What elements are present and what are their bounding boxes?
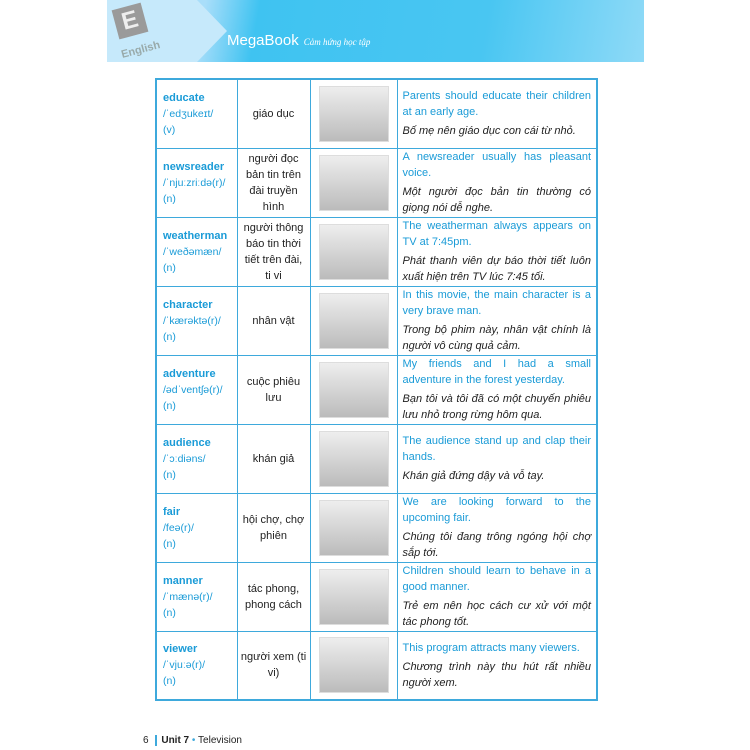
character-illustration-icon bbox=[319, 293, 389, 349]
example-english: A newsreader usually has pleasant voice. bbox=[402, 151, 591, 179]
newsreader-illustration-icon bbox=[319, 155, 389, 211]
part-of-speech: (n) bbox=[163, 675, 176, 688]
unit-topic: Television bbox=[198, 735, 242, 746]
audience-illustration-icon bbox=[319, 431, 389, 487]
example-cell bbox=[397, 79, 597, 148]
example-vietnamese: Trong bộ phim này, nhân vật chính là người vô cùng quả cảm. bbox=[402, 324, 591, 352]
vocab-word: audience bbox=[163, 436, 211, 449]
phonetic: /ˈweðəmæn/ bbox=[163, 245, 222, 258]
meaning: cuộc phiêu lưu bbox=[246, 375, 301, 404]
example-english: This program attracts many viewers. bbox=[402, 641, 580, 654]
meaning-cell bbox=[237, 424, 310, 493]
phonetic: /ˈmænə(r)/ bbox=[163, 590, 213, 603]
example-vietnamese: Chương trình này thu hút rất nhiều người xem. bbox=[402, 660, 591, 689]
example-cell bbox=[397, 424, 597, 493]
vocabulary-table bbox=[155, 78, 598, 701]
example-vietnamese: Bạn tôi và tôi đã có một chuyến phiêu lưu nhỏ trong rừng hôm qua. bbox=[402, 393, 591, 421]
word-cell bbox=[156, 631, 237, 700]
meaning: người đọc bản tin trên đài truyền hình bbox=[245, 152, 302, 213]
example-english: The audience stand up and clap their hands. bbox=[402, 435, 591, 463]
word-cell bbox=[156, 286, 237, 355]
vocab-row bbox=[156, 424, 597, 493]
phonetic: /ˈɔːdiəns/ bbox=[163, 452, 206, 465]
vocab-word: educate bbox=[163, 91, 205, 104]
picture-cell bbox=[310, 424, 397, 493]
page-header-banner bbox=[107, 0, 644, 62]
meaning-cell bbox=[237, 631, 310, 700]
picture-cell bbox=[310, 562, 397, 631]
vocab-row bbox=[156, 355, 597, 424]
manner-illustration-icon bbox=[319, 569, 389, 625]
vocab-word: viewer bbox=[163, 643, 198, 656]
meaning-cell bbox=[237, 355, 310, 424]
part-of-speech: (n) bbox=[163, 537, 176, 550]
part-of-speech: (n) bbox=[163, 330, 176, 343]
meaning: hội chợ, chợ phiên bbox=[242, 513, 305, 542]
page-footer bbox=[143, 735, 242, 746]
brand-slogan: Cảm hứng học tập bbox=[303, 37, 371, 47]
phonetic: /ˈvjuːə(r)/ bbox=[163, 659, 205, 672]
part-of-speech: (n) bbox=[163, 468, 176, 481]
example-cell bbox=[397, 493, 597, 562]
phonetic: /ˈkærəktə(r)/ bbox=[163, 314, 221, 327]
example-cell bbox=[397, 562, 597, 631]
example-vietnamese: Trẻ em nên học cách cư xử với một tác phong tốt. bbox=[402, 600, 591, 628]
footer-separator: • bbox=[191, 735, 196, 746]
meaning-cell bbox=[237, 286, 310, 355]
word-cell bbox=[156, 79, 237, 148]
vocab-word: character bbox=[163, 298, 213, 311]
part-of-speech: (n) bbox=[163, 192, 176, 205]
example-vietnamese: Chúng tôi đang trông ngóng hội chợ sắp tới. bbox=[402, 531, 591, 559]
picture-cell bbox=[310, 355, 397, 424]
map-illustration-icon bbox=[319, 362, 389, 418]
phonetic: /ˈedʒukeɪt/ bbox=[163, 107, 214, 120]
vocab-row bbox=[156, 148, 597, 217]
vocab-row bbox=[156, 631, 597, 700]
meaning-cell bbox=[237, 493, 310, 562]
meaning: người thông báo tin thời tiết trên đài, ti vi bbox=[243, 221, 304, 282]
meaning: người xem (ti vi) bbox=[240, 651, 307, 680]
phonetic: /ədˈventʃə(r)/ bbox=[163, 383, 223, 396]
example-cell bbox=[397, 355, 597, 424]
meaning-cell bbox=[237, 562, 310, 631]
example-english: We are looking forward to the upcoming fair. bbox=[402, 496, 591, 524]
picture-cell bbox=[310, 286, 397, 355]
word-cell bbox=[156, 148, 237, 217]
example-vietnamese: Phát thanh viên dự báo thời tiết luôn xuất hiện trên TV lúc 7:45 tối. bbox=[402, 255, 591, 283]
part-of-speech: (n) bbox=[163, 399, 176, 412]
english-logo-icon: E bbox=[112, 3, 149, 40]
meaning: nhân vật bbox=[252, 314, 295, 327]
example-vietnamese: Khán giả đứng dậy và vỗ tay. bbox=[402, 470, 545, 482]
picture-cell bbox=[310, 79, 397, 148]
english-logo-text: English bbox=[119, 39, 162, 61]
example-english: Parents should educate their children at an early age. bbox=[402, 90, 591, 119]
word-cell bbox=[156, 562, 237, 631]
vocab-row bbox=[156, 286, 597, 355]
vocab-word: manner bbox=[163, 574, 203, 587]
picture-cell bbox=[310, 217, 397, 286]
vocab-row bbox=[156, 562, 597, 631]
fair-illustration-icon bbox=[319, 500, 389, 556]
picture-cell bbox=[310, 631, 397, 700]
example-cell bbox=[397, 631, 597, 700]
example-cell bbox=[397, 148, 597, 217]
example-english: Children should learn to behave in a good manner. bbox=[402, 565, 591, 593]
vocab-row bbox=[156, 79, 597, 148]
vocab-row bbox=[156, 217, 597, 286]
meaning: tác phong, phong cách bbox=[245, 582, 302, 611]
brand-name: MegaBook bbox=[227, 32, 299, 49]
part-of-speech: (n) bbox=[163, 261, 176, 274]
education-illustration-icon bbox=[319, 86, 389, 142]
weatherman-illustration-icon bbox=[319, 224, 389, 280]
page-number: 6 bbox=[143, 735, 149, 746]
vocab-word: fair bbox=[163, 505, 181, 518]
word-cell bbox=[156, 424, 237, 493]
example-english: The weatherman always appears on TV at 7:45pm. bbox=[402, 220, 591, 248]
example-vietnamese: Một người đọc bản tin thường có giọng nói dễ nghe. bbox=[402, 186, 591, 214]
picture-cell bbox=[310, 493, 397, 562]
picture-cell bbox=[310, 148, 397, 217]
phonetic: /ˈnjuːzriːdə(r)/ bbox=[163, 176, 226, 189]
vocab-word: newsreader bbox=[163, 160, 225, 173]
example-cell bbox=[397, 286, 597, 355]
part-of-speech: (v) bbox=[163, 123, 176, 136]
word-cell bbox=[156, 493, 237, 562]
example-english: In this movie, the main character is a very brave man. bbox=[402, 289, 591, 317]
unit-label: Unit 7 bbox=[155, 735, 189, 746]
vocab-word: adventure bbox=[163, 367, 216, 380]
meaning-cell bbox=[237, 79, 310, 148]
viewer-illustration-icon bbox=[319, 637, 389, 693]
word-cell bbox=[156, 355, 237, 424]
vocab-word: weatherman bbox=[163, 229, 228, 242]
meaning: khán giả bbox=[252, 452, 295, 465]
example-cell bbox=[397, 217, 597, 286]
vocab-row bbox=[156, 493, 597, 562]
phonetic: /feə(r)/ bbox=[163, 521, 194, 534]
meaning-cell bbox=[237, 217, 310, 286]
example-vietnamese: Bố mẹ nên giáo dục con cái từ nhỏ. bbox=[402, 125, 576, 138]
word-cell bbox=[156, 217, 237, 286]
meaning: giáo dục bbox=[252, 107, 295, 120]
brand bbox=[227, 32, 370, 49]
example-english: My friends and I had a small adventure in the forest yesterday. bbox=[402, 358, 591, 386]
part-of-speech: (n) bbox=[163, 606, 176, 619]
meaning-cell bbox=[237, 148, 310, 217]
